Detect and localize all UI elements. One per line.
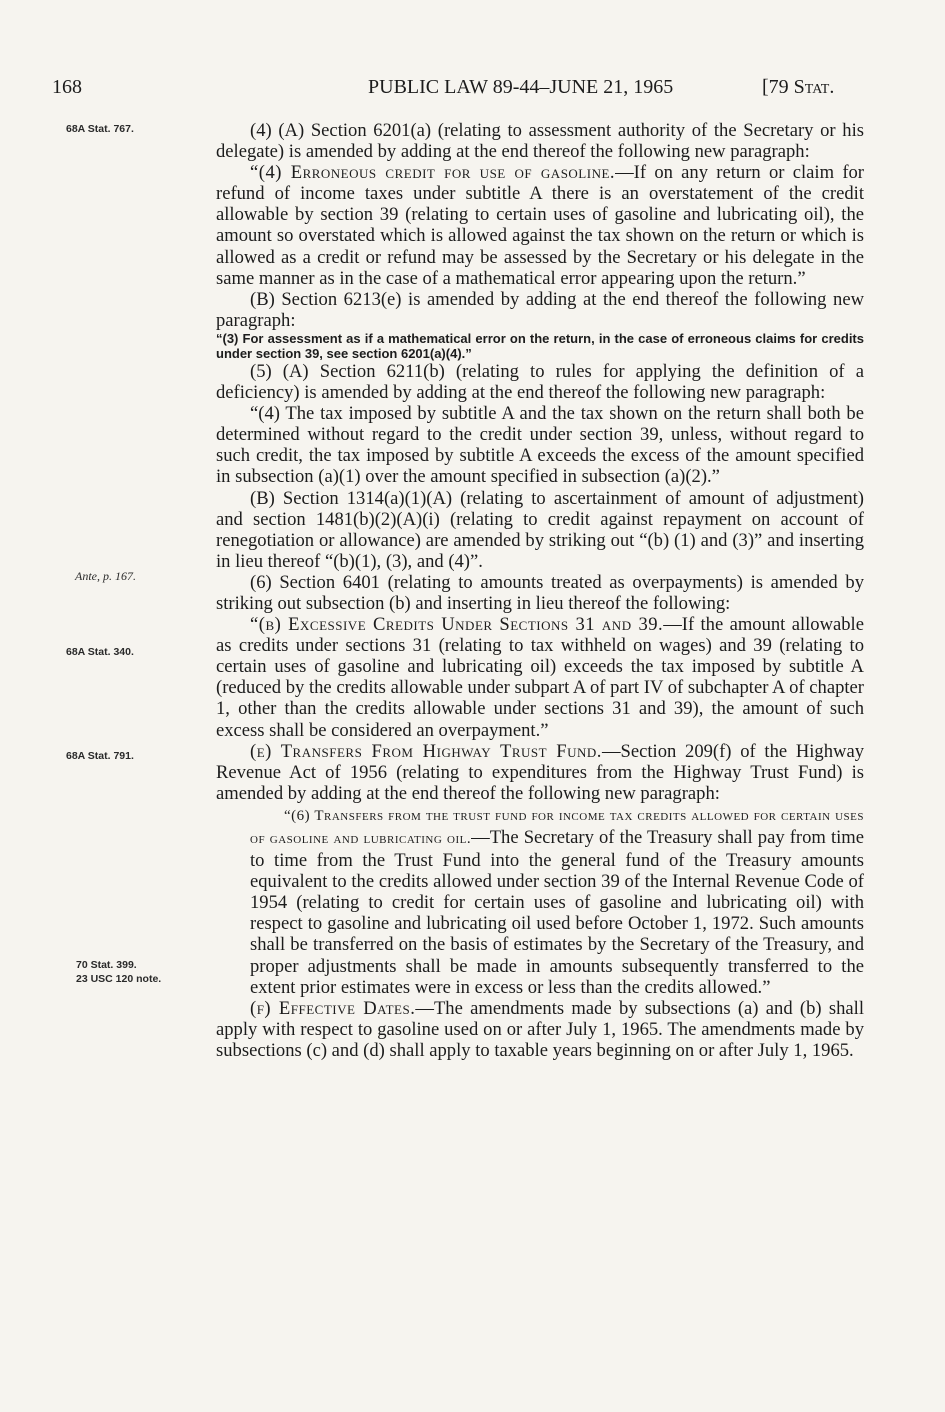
- margin-note-68a-791: 68A Stat. 791.: [66, 750, 134, 762]
- paragraph-f: [216, 998, 864, 1061]
- stat-reference: [79 Stat.: [762, 76, 835, 98]
- heading-transfers: (e) Transfers From Highway Trust Fund.: [250, 740, 602, 762]
- heading-excessive-credits: “(b) Excessive Credits Under Sections 31 and 39.: [250, 614, 664, 636]
- margin-note-68a-767: 68A Stat. 767.: [66, 123, 134, 135]
- page-header: [0, 76, 945, 106]
- paragraph-quoted-4b: “(4) The tax imposed by subtitle A and the tax shown on the return shall both be determined without regard to the credit under section 39, unless, without regard to such credit, the tax imposed by subtitle A exceeds the excess of the amount specified in subsection (a)(1) over the amount specified in subsection (a)(2).”: [216, 403, 864, 488]
- margin-note-ante-text: Ante, p. 167.: [75, 569, 136, 583]
- paragraph-quoted-b-text: —If the amount allowable as credits under sections 31 (relating to tax withheld on wages) and 39 (relating to certain uses of gasoline and lubricating oil) exceeds the tax imposed by subtitle A (reduced by the credits allowable under subpart A of part IV of subchapter A of chapter 1, other than the credits allowable under sections 31 and 39), the amount of such excess shall be considered an overpayment.”: [216, 614, 864, 741]
- margin-note-70-399: [76, 958, 161, 986]
- paragraph-quoted-6: [216, 804, 864, 998]
- paragraph-6: (6) Section 6401 (relating to amounts treated as overpayments) is amended by striking out subsection (b) and inserting in lieu thereof the following:: [216, 571, 864, 614]
- paragraph-f-text: —The amendments made by subsections (a) and (b) shall apply with respect to gasoline used on or after July 1, 1965. The amendments made by subsections (c) and (d) shall apply to taxable years beginning on or after July 1, 1965.: [216, 997, 864, 1061]
- margin-note-ante: [75, 569, 136, 583]
- paragraph-4a: (4) (A) Section 6201(a) (relating to assessment authority of the Secretary or his delegate) is amended by adding at the end thereof the following new paragraph:: [216, 120, 864, 163]
- paragraph-4b: (B) Section 6213(e) is amended by adding at the end thereof the following new paragraph:: [216, 288, 864, 331]
- paragraph-quoted-4: [216, 162, 864, 289]
- heading-effective-dates: (f) Effective Dates.: [250, 997, 416, 1019]
- paragraph-quoted-4-text: —If on any return or claim for refund of income taxes under subtitle A there is an overstatement of the credit allowable by section 39 (relating to certain uses of gasoline and lubricating oil), the amount so overstated which is allowed against the tax shown on the return or which is allowed as a credit or refund may be assessed by the Secretary or his delegate in the same manner as in the case of a mathematical error appearing upon the return.”: [216, 162, 864, 289]
- paragraph-quoted-6-text: —The Secretary of the Treasury shall pay from time to time from the Trust Fund into the general fund of the Treasury amounts equivalent to the credits allowed under section 39 of the Internal Revenue Code of 1954 (relating to credit for certain uses of gasoline and lubricating oil) with respect to gasoline and lubricating oil used before October 1, 1972. Such amounts shall be transferred on the basis of estimates by the Secretary of the Treasury, and proper adjustments shall be made in amounts subsequently transferred to the extent prior estimates were in excess or less than the credits allowed.”: [250, 827, 865, 998]
- inserted-cross-reference: “(3) For assessment as if a mathematical error on the return, in the case of erroneous claims for credits under section 39, see section 6201(a)(4).”: [216, 330, 864, 361]
- paragraph-5a: (5) (A) Section 6211(b) (relating to rules for applying the definition of a deficiency) is amended by adding at the end thereof the following new paragraph:: [216, 360, 864, 404]
- paragraph-e-text: —Section 209(f) of the Highway Revenue Act of 1956 (relating to expenditures from the Highway Trust Fund) is amended by adding at the end thereof the following new paragraph:: [216, 740, 864, 804]
- document-body: [216, 120, 864, 1061]
- margin-note-70-399-line1: 70 Stat. 399.: [76, 959, 137, 971]
- paragraph-quoted-b: [216, 614, 864, 741]
- margin-note-68a-340: 68A Stat. 340.: [66, 646, 134, 658]
- heading-erroneous-credit: “(4) Erroneous credit for use of gasoline.: [250, 162, 616, 184]
- page-title: PUBLIC LAW 89-44–JUNE 21, 1965: [368, 76, 674, 98]
- paragraph-e: [216, 741, 864, 804]
- page-number: 168: [52, 76, 82, 98]
- paragraph-5b: (B) Section 1314(a)(1)(A) (relating to ascertainment of amount of adjustment) and section 1481(b)(2)(A)(i) (relating to credit against repayment on account of renegotiation or allowance) are amended by striking out “(b) (1) and (3)” and inserting in lieu thereof “(b)(1), (3), and (4)”.: [216, 487, 864, 572]
- heading-transfers-trust-fund: “(6) Transfers from the trust fund for income tax credits allowed for certain uses of gasoline and lubricating oil.: [250, 807, 864, 847]
- margin-note-70-399-line2: 23 USC 120 note.: [76, 973, 162, 985]
